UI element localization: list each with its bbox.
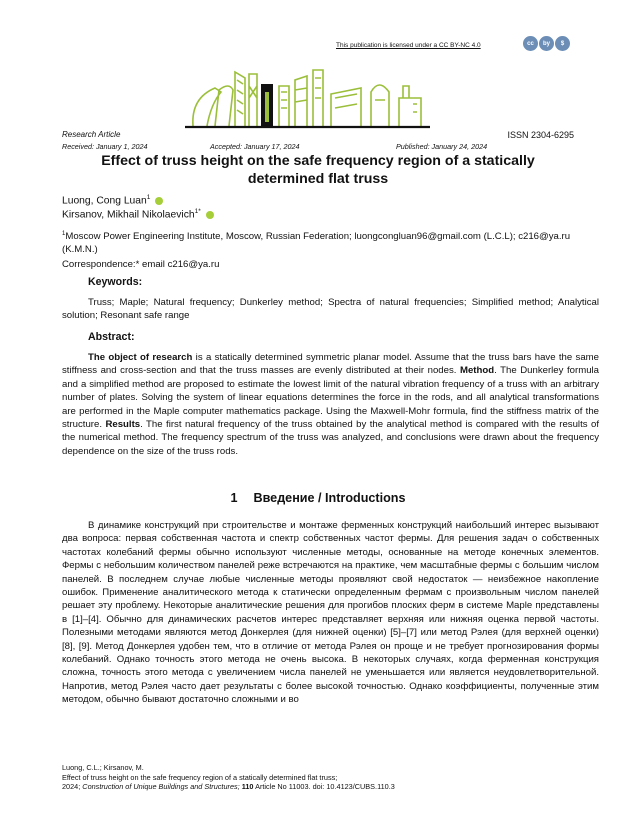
affiliation-text: Moscow Power Engineering Institute, Moscow, Russian Federation; luongcongluan96@gmail.com (L.C.L); c216@ya.ru (K.M.N.)	[62, 231, 571, 255]
abstract-object-text: is a statically determined symmetric planar model. Assume that the truss bars have the same stiffness and cross-section and that the truss masses are evenly distributed at their nodes.	[62, 352, 599, 377]
affiliation-sup: 1	[62, 231, 66, 237]
section-title: Введение / Introductions	[253, 491, 406, 505]
keywords-text: Truss; Maple; Natural frequency; Dunkerley method; Spectra of natural frequencies; Simplified method; Analytical solution; Resonant safe range	[62, 297, 599, 322]
footer-year: 2024;	[62, 782, 81, 792]
orcid-icon[interactable]	[206, 211, 214, 219]
author-2	[62, 208, 214, 220]
logo-building-9	[371, 85, 389, 126]
abstract-method-label: Method	[459, 365, 495, 377]
footer-volume: 110	[241, 782, 254, 792]
abstract-text	[62, 351, 599, 458]
orcid-icon[interactable]	[155, 197, 163, 205]
footer-journal: Construction of Unique Buildings and Structures;	[82, 782, 240, 792]
abstract-results-text: . The first natural frequency of the truss obtained by the analytical method is compared with the results of the numerical method. The frequency spectrum of the truss was analyzed, and conclusions were drawn about the frequency dependence on the size of the truss rods.	[62, 419, 599, 457]
journal-logo	[185, 68, 445, 130]
correspondence: Correspondence:* email c216@ya.ru	[62, 259, 220, 270]
noncommercial-icon: $	[555, 36, 570, 51]
footer-citation	[62, 782, 574, 792]
logo-building-5	[279, 86, 289, 126]
logo-building-7	[313, 70, 323, 126]
author-2-name: Kirsanov, Mikhail Nikolaevich	[62, 209, 195, 221]
logo-building-8	[331, 88, 361, 126]
published-date: Published: January 24, 2024	[396, 142, 488, 151]
accepted-date: Accepted: January 17, 2024	[210, 142, 300, 151]
author-1	[62, 194, 163, 206]
received-date: Received: January 1, 2024	[62, 142, 148, 151]
attribution-icon: by	[539, 36, 554, 51]
logo-building-2	[215, 86, 233, 126]
article-type: Research Article	[62, 130, 121, 139]
introduction-text: В динамике конструкций при строительстве и монтаже ферменных конструкций наибольший интерес вызывают два вопроса: первая собственная частота и спектр собственных частот фермы. Для решения задач о собственных частотах колебаний фермы обычно используют численные методы, основанные на методе конечных элементов. Фермы с небольшим количеством панелей реже встречаются на практике, чем масштабные фермы с большим числом панелей. В последнем случае любые численные методы проявляют свой недостаток — неизбежное накопление ошибок. Применение аналитического метода к статически определенным фермам с произвольным числом панелей решает эту проблему. Некоторые аналитические решения для прогибов плоских ферм в системе Maple представлены в [1]–[4]. Обычно для динамических расчетов интерес представляет верхняя или нижняя оценка первой частоты. Полезными методами являются метод Донкерлея (для нижней оценки) [5]–[7] или метод Рэлея (для верхней оценки) [8], [9]. Метод Донкерлея удобен тем, что в отличие от метода Рэлея он проще и не требует прогнозирования формы колебаний. Однако точность этого метода не очень высока. В некоторых случаях, когда ферменная конструкция сложна, точность этого метода с увеличением числа панелей не уменьшается или является неудовлетворительной. Напротив, метод Рэлея часто дает результаты с более высокой точностью. Однако коэффициенты, полученные этим методом, обычно бывают достаточно сложными и во	[62, 520, 599, 706]
cc-icon: cc	[523, 36, 538, 51]
abstract-heading: Abstract:	[88, 331, 135, 343]
logo-building-6	[295, 76, 307, 126]
issn: ISSN 2304-6295	[507, 130, 574, 140]
abstract-results-label: Results	[105, 419, 141, 431]
logo-building-3	[235, 72, 245, 126]
author-2-sup: 1*	[194, 208, 201, 215]
logo-building-green	[265, 92, 269, 122]
section-number: 1	[230, 491, 238, 505]
cc-license-badge[interactable]	[523, 36, 570, 51]
article-title: Effect of truss height on the safe frequency region of a statically determined flat truss	[101, 153, 535, 187]
page-footer	[62, 763, 574, 792]
logo-building-4	[249, 74, 257, 126]
license-link[interactable]: This publication is licensed under a CC BY-NC 4.0	[336, 42, 481, 49]
footer-authors: Luong, C.L.; Kirsanov, M.	[62, 763, 144, 772]
abstract-method-text: . The Dunkerley formula and a simplified method are proposed to estimate the lowest limit of the natural vibration frequency of a truss with an arbitrary number of plates. Solving the system of linear equations determines the force in the rods, and all analytical transformations are performed in the Maple computer mathematics package. Using the Maxwell-Mohr formula, find the stiffness matrix of the structure.	[62, 365, 599, 431]
footer-article: Article No 11003. doi: 10.4123/CUBS.110.3	[255, 782, 395, 792]
author-1-sup: 1	[146, 194, 151, 201]
author-1-name: Luong, Cong Luan	[62, 195, 147, 207]
affiliation	[62, 228, 574, 256]
section-heading	[62, 491, 574, 505]
keywords-heading: Keywords:	[88, 276, 143, 288]
footer-title: Effect of truss height on the safe frequency region of a statically determined flat truss;	[62, 772, 338, 782]
abstract-object-label: The object of research	[88, 352, 193, 363]
logo-building-10	[399, 86, 421, 126]
